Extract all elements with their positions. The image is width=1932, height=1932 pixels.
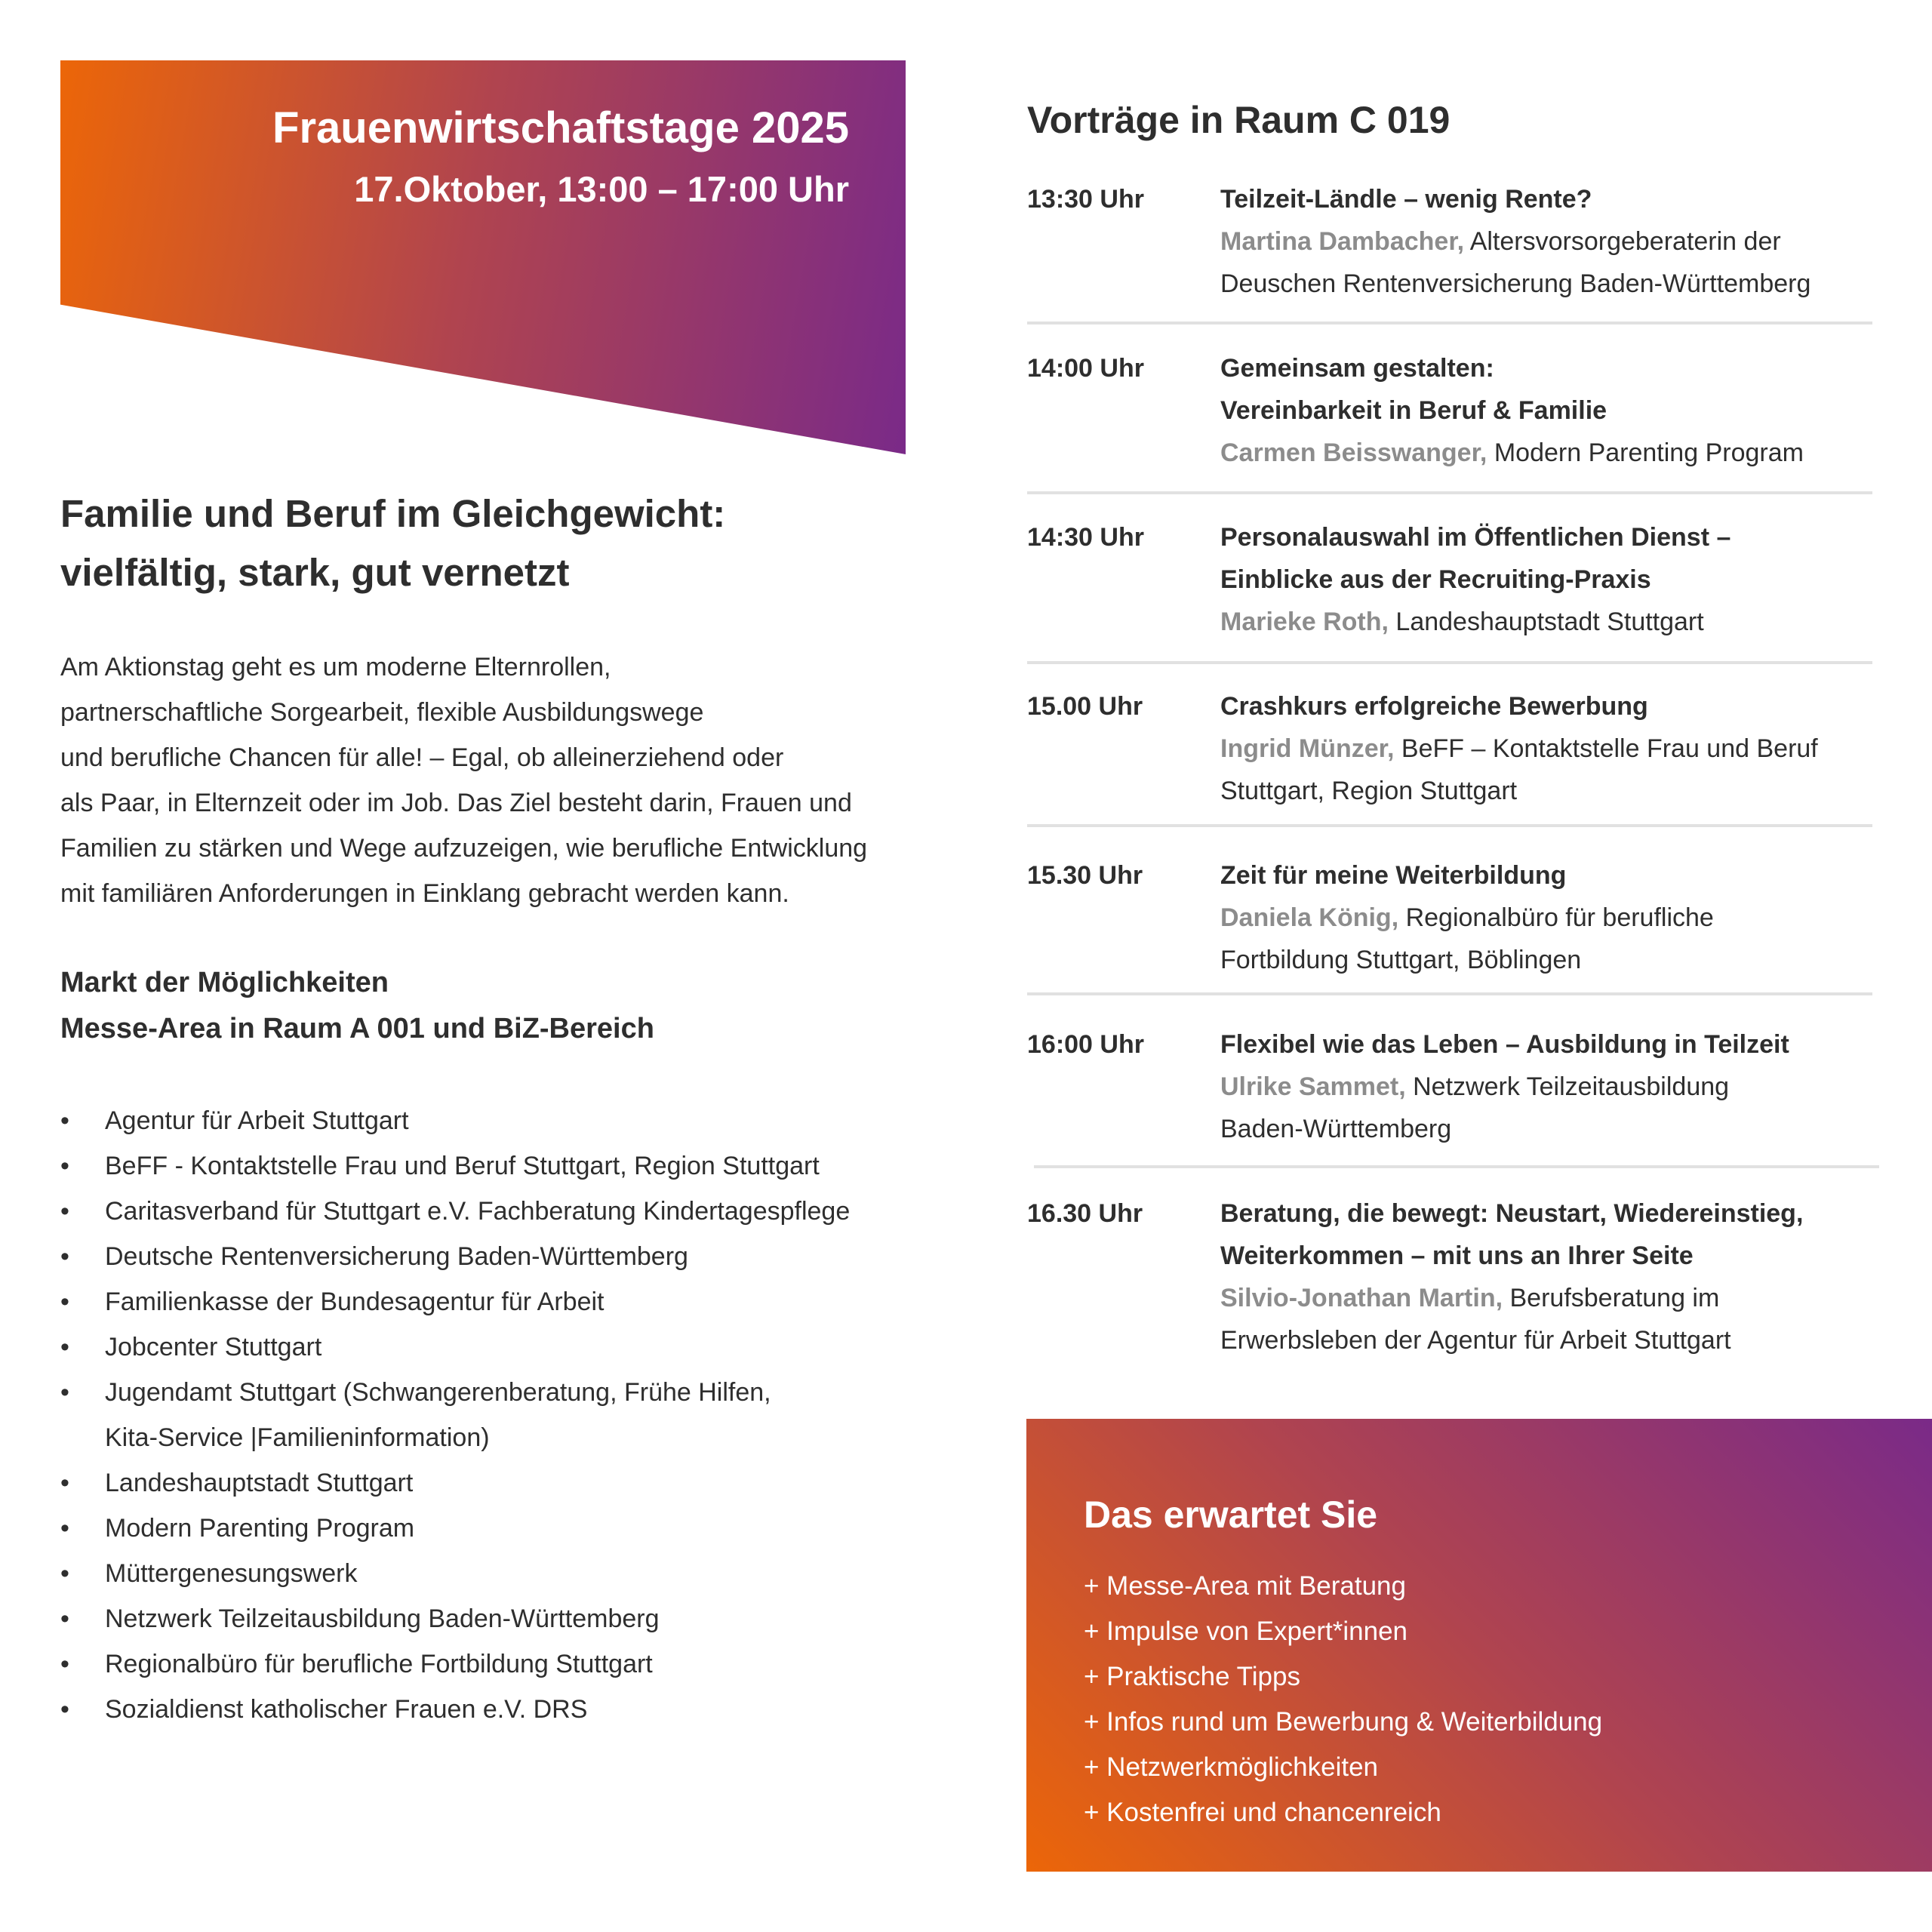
exhibitor-name: Kita-Service |Familieninformation)	[105, 1423, 490, 1452]
bullet-icon: •	[60, 1197, 69, 1226]
exhibitor-item	[60, 1641, 921, 1687]
exhibitor-item	[60, 1506, 921, 1551]
speaker-org: Berufsberatung im	[1509, 1284, 1720, 1312]
talk-title: Zeit für meine Weiterbildung	[1220, 861, 1567, 890]
exhibitor-item	[60, 1098, 921, 1143]
exhibitor-item	[60, 1687, 921, 1732]
speaker-org: Erwerbsleben der Agentur für Arbeit Stuttgart	[1220, 1326, 1731, 1355]
expectation-item: + Impulse von Expert*innen	[1084, 1617, 1408, 1646]
bullet-icon: •	[60, 1152, 69, 1180]
talk-time: 15.30 Uhr	[1027, 861, 1143, 890]
intro-line: und berufliche Chancen für alle! – Egal, ob alleinerziehend oder	[60, 743, 784, 772]
bullet-icon: •	[60, 1287, 69, 1316]
bullet-icon: •	[60, 1650, 69, 1678]
speaker-name: Carmen Beisswanger,	[1220, 438, 1487, 467]
speaker-name: Ulrike Sammet,	[1220, 1072, 1406, 1101]
exhibitor-name: Jugendamt Stuttgart (Schwangerenberatung, Frühe Hilfen,	[105, 1378, 771, 1407]
talk-time: 16.30 Uhr	[1027, 1199, 1143, 1228]
speaker-org: Netzwerk Teilzeitausbildung	[1413, 1072, 1730, 1101]
intro-line: als Paar, in Elternzeit oder im Job. Das Ziel besteht darin, Frauen und	[60, 789, 852, 817]
exhibitor-name: Caritasverband für Stuttgart e.V. Fachberatung Kindertagespflege	[105, 1197, 851, 1226]
page-headline	[60, 485, 906, 602]
exhibitor-item	[60, 1189, 921, 1234]
talk-content	[1220, 854, 1884, 981]
bullet-icon: •	[60, 1378, 69, 1407]
intro-line: partnerschaftliche Sorgearbeit, flexible Ausbildungswege	[60, 698, 704, 727]
exhibitor-name: BeFF - Kontaktstelle Frau und Beruf Stuttgart, Region Stuttgart	[105, 1152, 820, 1180]
exhibitor-name: Jobcenter Stuttgart	[105, 1333, 322, 1361]
talk-divider	[1027, 992, 1872, 995]
talk-speaker-line	[1220, 432, 1884, 474]
talks-heading: Vorträge in Raum C 019	[1027, 99, 1451, 141]
speaker-name: Daniela König,	[1220, 903, 1399, 932]
expectation-item: + Netzwerkmöglichkeiten	[1084, 1752, 1379, 1782]
talk-time: 13:30 Uhr	[1027, 185, 1144, 214]
talk-divider	[1034, 1165, 1879, 1168]
expectations-title: Das erwartet Sie	[1084, 1494, 1378, 1536]
talk-title: Vereinbarkeit in Beruf & Familie	[1220, 396, 1607, 425]
bullet-icon: •	[60, 1106, 69, 1135]
talk-speaker-line	[1220, 897, 1884, 939]
market-heading	[60, 960, 906, 1052]
talk-title: Beratung, die bewegt: Neustart, Wiedereinstieg,	[1220, 1199, 1804, 1228]
talk-title: Personalauswahl im Öffentlichen Dienst –	[1220, 523, 1731, 552]
speaker-name: Ingrid Münzer,	[1220, 734, 1395, 763]
talk-title: Flexibel wie das Leben – Ausbildung in Teilzeit	[1220, 1030, 1789, 1059]
bullet-icon: •	[60, 1333, 69, 1361]
exhibitor-item	[60, 1370, 921, 1460]
speaker-org: Fortbildung Stuttgart, Böblingen	[1220, 946, 1582, 974]
bullet-icon: •	[60, 1695, 69, 1724]
headline-line: vielfältig, stark, gut vernetzt	[60, 551, 570, 594]
talk-divider	[1027, 824, 1872, 827]
talk-speaker-line	[1220, 601, 1884, 643]
speaker-org: Modern Parenting Program	[1494, 438, 1804, 467]
expectation-item: + Praktische Tipps	[1084, 1662, 1300, 1691]
headline-line: Familie und Beruf im Gleichgewicht:	[60, 492, 726, 535]
talk-divider	[1027, 661, 1872, 664]
bullet-icon: •	[60, 1469, 69, 1497]
talk-divider	[1027, 491, 1872, 494]
exhibitor-list	[60, 1098, 921, 1732]
speaker-org: Landeshauptstadt Stuttgart	[1395, 608, 1704, 636]
talk-title: Gemeinsam gestalten:	[1220, 354, 1494, 383]
exhibitor-item	[60, 1143, 921, 1189]
talk-content	[1220, 347, 1884, 474]
exhibitor-item	[60, 1324, 921, 1370]
market-title: Markt der Möglichkeiten	[60, 967, 389, 998]
talk-content	[1220, 516, 1884, 643]
speaker-name: Silvio-Jonathan Martin,	[1220, 1284, 1503, 1312]
expectation-item: + Kostenfrei und chancenreich	[1084, 1798, 1441, 1827]
expectations-list	[1084, 1564, 1602, 1835]
exhibitor-item	[60, 1279, 921, 1324]
exhibitor-item	[60, 1596, 921, 1641]
speaker-name: Marieke Roth,	[1220, 608, 1389, 636]
exhibitor-name: Müttergenesungswerk	[105, 1559, 358, 1588]
talk-speaker-line	[1220, 728, 1884, 770]
exhibitor-name: Deutsche Rentenversicherung Baden-Württemberg	[105, 1242, 688, 1271]
intro-line: Am Aktionstag geht es um moderne Elternrollen,	[60, 653, 611, 681]
talk-title: Crashkurs erfolgreiche Bewerbung	[1220, 692, 1648, 721]
talk-speaker-line	[1220, 1277, 1884, 1319]
expectation-item: + Infos rund um Bewerbung & Weiterbildung	[1084, 1707, 1603, 1737]
exhibitor-name: Familienkasse der Bundesagentur für Arbeit	[105, 1287, 605, 1316]
speaker-name: Martina Dambacher,	[1220, 227, 1465, 256]
talk-speaker-line	[1220, 1066, 1884, 1108]
talk-time: 14:00 Uhr	[1027, 354, 1144, 383]
exhibitor-item	[60, 1460, 921, 1506]
exhibitor-item	[60, 1551, 921, 1596]
intro-line: mit familiären Anforderungen in Einklang gebracht werden kann.	[60, 879, 789, 908]
bullet-icon: •	[60, 1604, 69, 1633]
expectations-box	[1026, 1419, 1932, 1872]
talk-title: Teilzeit-Ländle – wenig Rente?	[1220, 185, 1592, 214]
exhibitor-item	[60, 1234, 921, 1279]
speaker-org: Altersvorsorgeberaterin der	[1469, 227, 1781, 256]
talk-time: 14:30 Uhr	[1027, 523, 1144, 552]
talk-time: 15.00 Uhr	[1027, 692, 1143, 721]
exhibitor-name: Netzwerk Teilzeitausbildung Baden-Württemberg	[105, 1604, 660, 1633]
speaker-org: Baden-Württemberg	[1220, 1115, 1452, 1143]
talk-time: 16:00 Uhr	[1027, 1030, 1144, 1059]
intro-text	[60, 645, 921, 916]
talk-title: Einblicke aus der Recruiting-Praxis	[1220, 565, 1651, 594]
event-title: Frauenwirtschaftstage 2025	[272, 103, 849, 152]
talk-speaker-line	[1220, 220, 1884, 263]
market-subtitle: Messe-Area in Raum A 001 und BiZ-Bereich	[60, 1013, 654, 1044]
intro-line: Familien zu stärken und Wege aufzuzeigen, wie berufliche Entwicklung	[60, 834, 868, 863]
exhibitor-name: Agentur für Arbeit Stuttgart	[105, 1106, 409, 1135]
talk-content	[1220, 178, 1884, 305]
speaker-org: Stuttgart, Region Stuttgart	[1220, 777, 1518, 805]
speaker-org: Regionalbüro für berufliche	[1405, 903, 1714, 932]
talk-content	[1220, 685, 1884, 812]
talk-content	[1220, 1023, 1884, 1150]
exhibitor-name: Landeshauptstadt Stuttgart	[105, 1469, 414, 1497]
speaker-org: Deuschen Rentenversicherung Baden-Württemberg	[1220, 269, 1811, 298]
talk-title: Weiterkommen – mit uns an Ihrer Seite	[1220, 1241, 1694, 1270]
talk-content	[1220, 1192, 1884, 1361]
event-date: 17.Oktober, 13:00 – 17:00 Uhr	[354, 169, 849, 209]
talk-divider	[1027, 321, 1872, 325]
exhibitor-name: Regionalbüro für berufliche Fortbildung Stuttgart	[105, 1650, 653, 1678]
bullet-icon: •	[60, 1559, 69, 1588]
bullet-icon: •	[60, 1242, 69, 1271]
exhibitor-name: Modern Parenting Program	[105, 1514, 415, 1543]
speaker-org: BeFF – Kontaktstelle Frau und Beruf	[1401, 734, 1818, 763]
exhibitor-name: Sozialdienst katholischer Frauen e.V. DRS	[105, 1695, 588, 1724]
bullet-icon: •	[60, 1514, 69, 1543]
expectation-item: + Messe-Area mit Beratung	[1084, 1571, 1406, 1601]
